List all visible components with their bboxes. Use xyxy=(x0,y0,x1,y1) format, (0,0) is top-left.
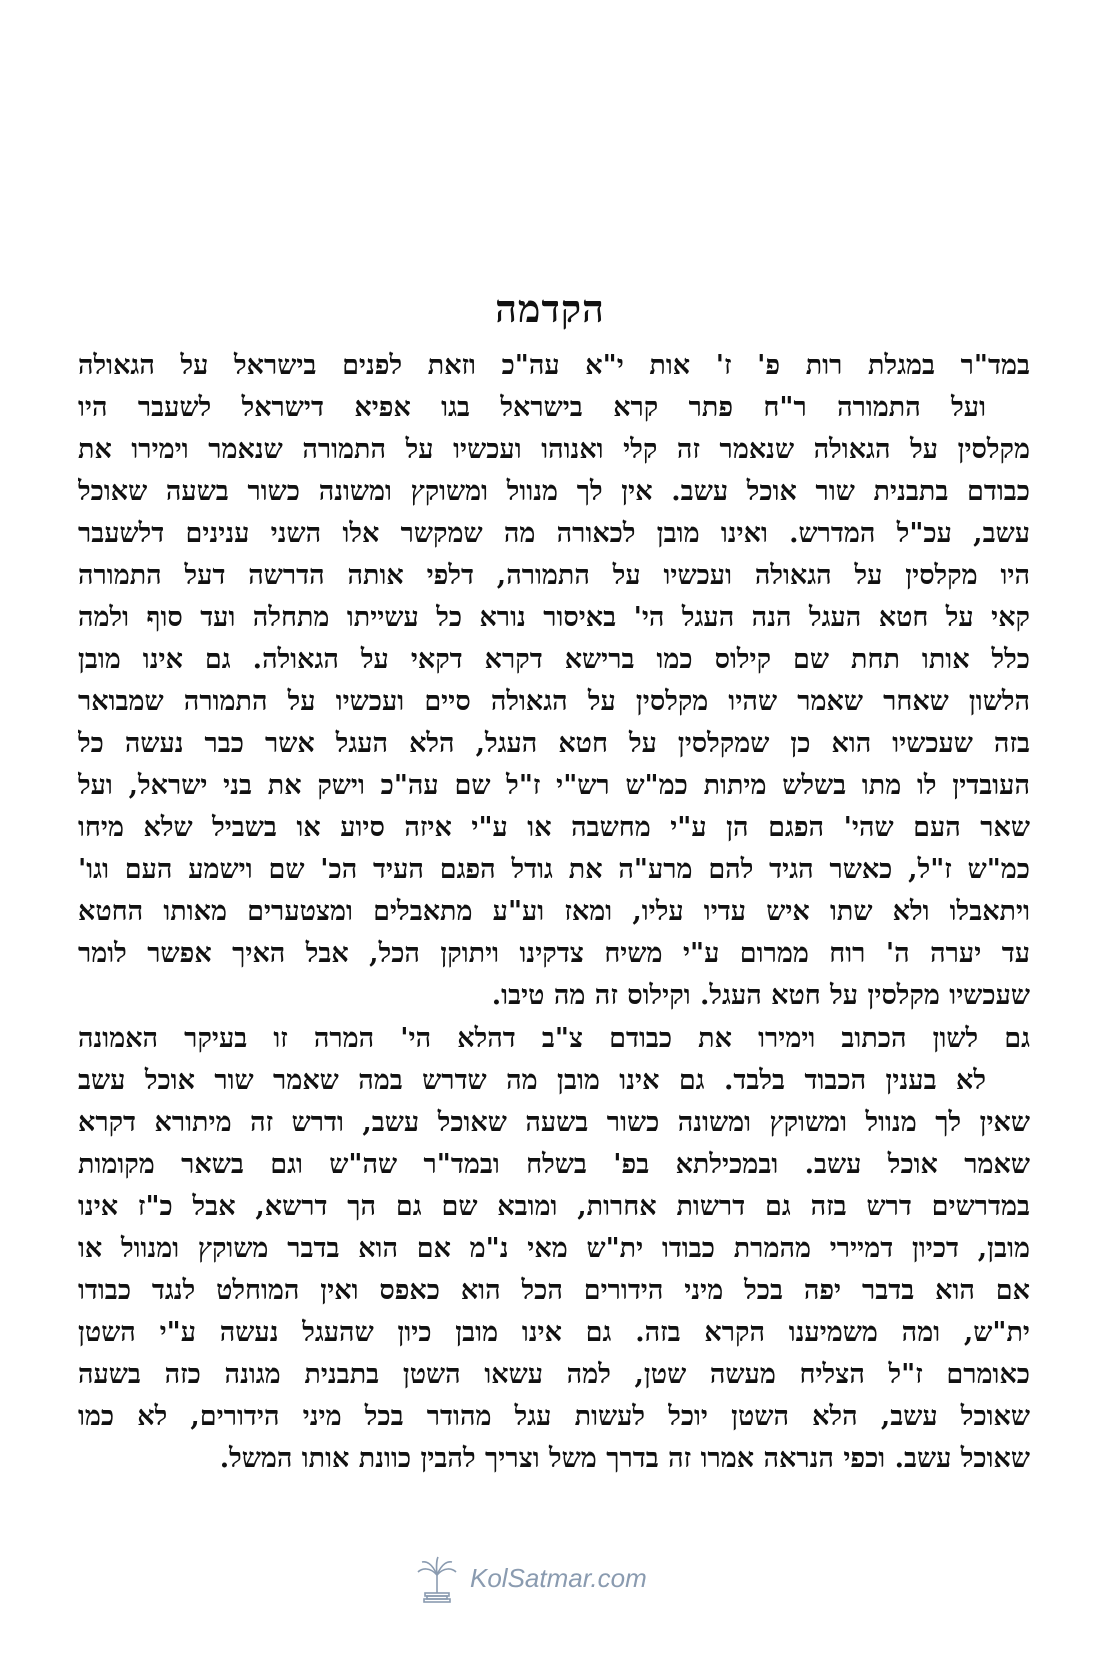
text-line: היו מקלסין על הגאולה ועכשיו על התמורה, דלפי אותה הדרשה דעל התמורה xyxy=(78,560,1030,591)
text-line: שאוכל עשב. וכפי הנראה אמרו זה בדרך משל וצריך להבין כוונת אותו המשל. xyxy=(219,1443,1030,1474)
text-line: גם לשון הכתוב וימירו את כבודם צ"ב דהלא הי' המרה זו בעיקר האמונה xyxy=(78,1023,1030,1054)
text-line: העובדין לו מתו בשלש מיתות כמ"ש רש"י ז"ל שם עה"כ וישק את בני ישראל, ועל xyxy=(78,770,1030,801)
kolsatmar-watermark xyxy=(412,1552,672,1604)
text-line: ועל התמורה ר"ח פתר קרא בישראל בגו אפיא דישראל לשעבר היו xyxy=(78,392,986,423)
watermark-text-main: KolSatmar xyxy=(470,1562,591,1593)
text-line: כמ"ש ז"ל, כאשר הגיד להם מרע"ה את גודל הפגם העיד הכ' שם וישמע העם וגו' xyxy=(78,854,1030,885)
text-line: שאין לך מנוול ומשוקץ ומשונה כשור בשעה שאוכל עשב, ודרש זה מיתורא דקרא xyxy=(78,1107,1030,1138)
text-line: עשב, עכ"ל המדרש. ואינו מובן לכאורה מה שמקשר אלו השני ענינים דלשעבר xyxy=(78,518,1030,549)
text-line: קאי על חטא העגל הנה העגל הי' באיסור נורא כל עשייתו מתחלה ועד סוף ולמה xyxy=(78,602,1030,633)
text-line: במדרשים דרש בזה גם דרשות אחרות, ומובא שם גם הך דרשא, אבל כ"ז אינו xyxy=(78,1191,1030,1222)
paragraph-1 xyxy=(78,345,1030,1017)
paragraph-2 xyxy=(78,1018,1030,1480)
text-line: מקלסין על הגאולה שנאמר זה קלי ואנוהו ועכשיו על התמורה שנאמר וימירו את xyxy=(78,434,1030,465)
watermark-text-suffix: .com xyxy=(590,1562,647,1593)
text-line: עד יערה ה' רוח ממרום ע"י משיח צדקינו ויתוקן הכל, אבל האיך אפשר לומר xyxy=(78,938,1030,969)
text-line: אם הוא בדבר יפה בכל מיני הידורים הכל הוא כאפס ואין המוחלט לנגד כבודו xyxy=(78,1275,1030,1306)
text-line: מובן, דכיון דמיירי מהמרת כבודו ית"ש מאי נ"מ אם הוא בדבר משוקץ ומנוול או xyxy=(78,1233,1030,1264)
text-line: הלשון שאחר שאמר שהיו מקלסין על הגאולה סיים ועכשיו על התמורה שמבואר xyxy=(78,686,1030,717)
page-title: הקדמה xyxy=(495,286,605,331)
text-line: שאר העם שהי' הפגם הן ע"י מחשבה או ע"י איזה סיוע או בשביל שלא מיחו xyxy=(78,812,1030,843)
text-line: שאוכל עשב, הלא השטן יוכל לעשות עגל מהודר בכל מיני הידורים, לא כמו xyxy=(78,1401,1030,1432)
text-line: שעכשיו מקלסין על חטא העגל. וקילוס זה מה טיבו. xyxy=(491,980,1030,1011)
text-line: במד"ר במגלת רות פ' ז' אות י"א עה"כ וזאת לפנים בישראל על הגאולה xyxy=(78,350,1030,381)
text-line: ויתאבלו ולא שתו איש עדיו עליו, ומאז וע"ע מתאבלים ומצטערים מאותו החטא xyxy=(78,896,1030,927)
text-line: כבודם בתבנית שור אוכל עשב. אין לך מנוול ומשוקץ ומשונה כשור בשעה שאוכל xyxy=(78,476,1030,507)
text-line: לא בענין הכבוד בלבד. גם אינו מובן מה שדרש במה שאמר שור אוכל עשב xyxy=(78,1065,986,1096)
text-line: ית"ש, ומה משמיענו הקרא בזה. גם אינו מובן כיון שהעגל נעשה ע"י השטן xyxy=(78,1317,1030,1348)
palm-tree-books-icon xyxy=(412,1553,462,1603)
text-line: כאומרם ז"ל הצליח מעשה שטן, למה עשאו השטן בתבנית מגונה כזה בשעה xyxy=(78,1359,1030,1390)
text-line: בזה שעכשיו הוא כן שמקלסין על חטא העגל, הלא העגל אשר כבר נעשה כל xyxy=(78,728,1030,759)
text-line: כלל אותו תחת שם קילוס כמו ברישא דקרא דקאי על הגאולה. גם אינו מובן xyxy=(78,644,1030,675)
text-line: שאמר אוכל עשב. ובמכילתא בפ' בשלח ובמד"ר שה"ש וגם בשאר מקומות xyxy=(78,1149,1030,1180)
watermark-text xyxy=(470,1563,647,1594)
